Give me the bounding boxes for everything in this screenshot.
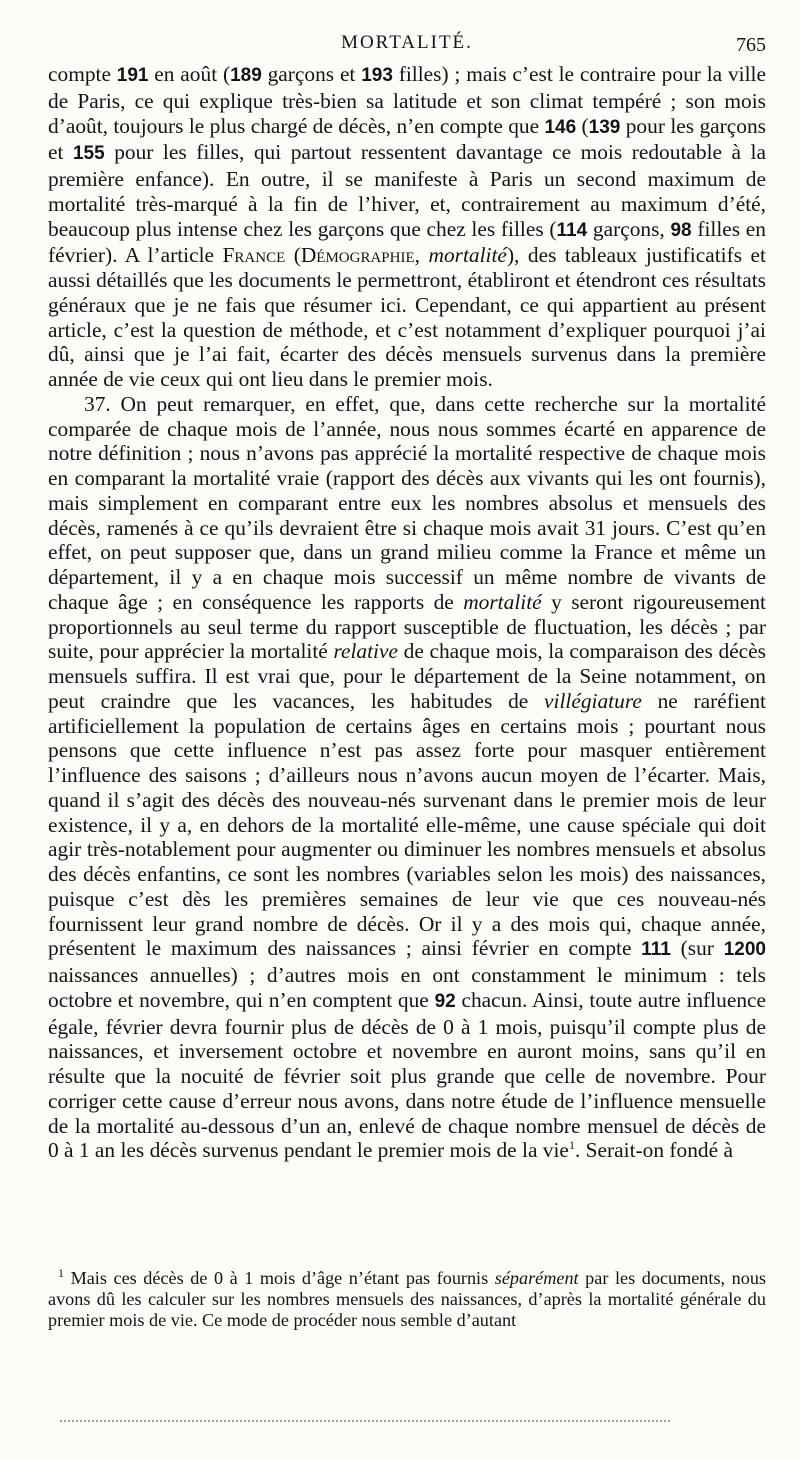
text-run: villégiature [544, 688, 642, 713]
text-run: pour les filles, qui partout ressentent davantage ce mois redoutable à la première enfance). En outre, il se manifeste à Paris un second maximum de mortalité très-marqué à la fin de l’hiver, et, contrairement au maximum d’été, beaucoup plus intense chez les garçons que chez les filles ( [48, 140, 766, 241]
figure-number: 155 [72, 143, 105, 165]
text-run: ( [576, 113, 589, 138]
running-title: MORTALITÉ. [341, 32, 473, 53]
figure-number: 191 [116, 65, 149, 86]
text-run: compte [48, 62, 117, 86]
figure-number: 111 [641, 939, 671, 961]
text-run: (sur [670, 936, 724, 961]
text-run: y seront rigoureusement proportionnels au seul terme du rapport susceptible de fluctuation, les décès ; par suite, pour apprécier la mortalité [48, 589, 766, 664]
text-run: séparément [494, 1268, 579, 1288]
figure-number: 114 [556, 219, 588, 241]
text-run: relative [333, 639, 398, 664]
text-run: de chaque mois, la comparaison des décès mensuels suffira. Il est vrai que, pour le département de la Seine notamment, on peut craindre que les vacances, les habitudes de [48, 639, 766, 713]
bottom-rule [60, 1420, 670, 1422]
footnote-marker: 1 [568, 1138, 575, 1153]
figure-number: 92 [434, 990, 456, 1012]
text-run: par les documents, nous avons dû les calculer sur les nombres mensuels des naissances, d’après la mortalité générale du premier mois de vie. Ce mode de procéder nous semble d’autant [48, 1268, 766, 1330]
footnote-marker: 1 [58, 1265, 64, 1280]
text-run: garçons et [261, 62, 362, 86]
footnote-1 [48, 1265, 766, 1331]
figure-number: 189 [230, 65, 262, 86]
text-run: mortalité [463, 589, 542, 614]
figure-number: 146 [544, 116, 577, 138]
footnotes [48, 1265, 766, 1331]
paragraph-continued [48, 62, 766, 392]
text-run: en août ( [148, 62, 231, 86]
running-header [48, 30, 766, 60]
text-run: 37. On peut remarquer, en effet, que, dans cette recherche sur la mortalité comparée de chaque mois de l’année, nous nous sommes écarté en apparence de notre définition ; nous n’avons pas apprécié la mortalité respective de chaque mois en comparant la mortalité vraie (rapport des décès aux vivants qui les ont fournis), mais simplement en comparant entre eux les nombres absolus et mensuels des décès, ramenés à ce qu’ils devraient être si chaque mois avait 31 jours. C’est qu’en effet, on peut supposer que, dans un grand milieu comme la France et même un département, il y a en chaque mois successif un même nombre de vivants de chaque âge ; en conséquence les rapports de [48, 391, 766, 614]
text-run: France [222, 243, 286, 268]
figure-number: 193 [361, 65, 393, 86]
text-run: , [414, 243, 429, 268]
body-text [48, 62, 766, 1163]
text-run: pour les garçons et [48, 113, 766, 165]
text-run: mortalité [428, 243, 507, 268]
text-run: naissances annuelles) ; d’autres mois en ont constamment le minimum : tels octobre et novembre, qui n’en comptent que [48, 963, 766, 1012]
text-run: garçons, [587, 216, 671, 241]
text-run: ), des tableaux justificatifs et aussi détaillés que les documents le permettront, établiront et étendront ces résultats généraux que je ne fais que résumer ici. Cependant, ce qui appartient au présent article, c’est la question de méthode, et c’est notamment d’expliquer pourquoi j’ai dû, ainsi que je l’ai fait, écarter des décès mensuels survenus dans la première année de vie ceux qui ont lieu dans le premier mois. [48, 243, 766, 391]
text-run: Mais ces décès de 0 à 1 mois d’âge n’étant pas fournis [64, 1268, 495, 1288]
text-run: filles en février). A l’article [48, 216, 766, 268]
figure-number: 139 [588, 116, 621, 138]
page-number: 765 [736, 34, 766, 56]
text-run: chacun. Ainsi, toute autre influence égale, février devra fournir plus de décès de 0 à 1 mois, puisqu’il compte plus de naissances, et inversement octobre et novembre en auront moins, sans qu’il en résulte que la nocuité de février soit plus grande que celle de novembre. Pour corriger cette cause d’erreur nous avons, dans notre étude de l’influence mensuelle de la mortalité au-dessous d’un an, enlevé de chaque nombre mensuel de décès de 0 à 1 an les décès survenus pendant le premier mois de la vie [48, 987, 767, 1163]
text-run: filles) ; mais c’est le contraire pour la ville de Paris, ce qui explique très-bien sa latitude et son climat tempéré ; son mois d’août, toujours le plus chargé de décès, n’en compte que [48, 62, 766, 138]
text-run: ne raréfient artificiellement la population de certains âges en certains mois ; pourtant nous pensons que cette influence n’est pas assez forte pour masquer entièrement l’influence des saisons ; d’ailleurs nous n’avons aucun moyen de l’écarter. Mais, quand il s’agit des décès des nouveau-nés survenant dans le premier mois de leur existence, il y a, en dehors de la mortalité elle-même, une cause spéciale qui doit agir très-notablement pour augmenter ou diminuer les nombres mensuels et absolus des décès enfantins, ce sont les nombres (variables selon les mois) des naissances, puisque c’est dès les premières semaines de leur vie que ces nouveau-nés fournissent leur grand nombre de décès. Or il y a des mois qui, chaque année, présentent le maximum des naissances ; ainsi février en compte [48, 688, 766, 961]
paragraph-37 [48, 392, 766, 1163]
figure-number: 98 [670, 219, 692, 241]
text-run: Démographie [300, 243, 415, 268]
text-run: . Serait-on fondé à [574, 1138, 733, 1163]
figure-number: 1200 [723, 939, 766, 961]
text-run: ( [285, 243, 301, 268]
